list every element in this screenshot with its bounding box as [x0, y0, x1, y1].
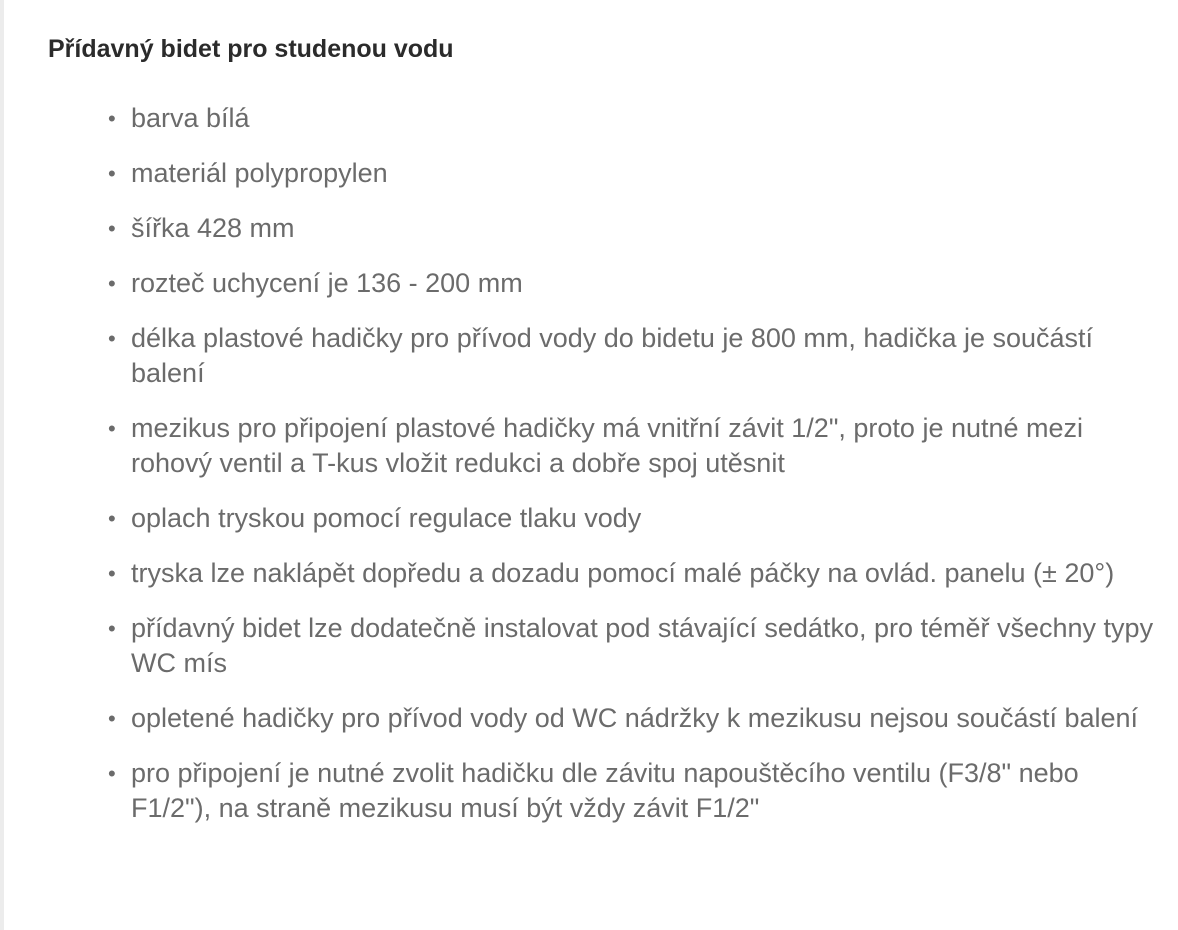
spec-item	[108, 411, 1158, 481]
spec-item	[108, 501, 1158, 536]
bullet-icon: •	[108, 706, 116, 731]
spec-text: přídavný bidet lze dodatečně instalovat pod stávající sedátko, pro téměř všechny typy WC mís	[131, 613, 1154, 678]
spec-text: barva bílá	[131, 103, 250, 133]
spec-list	[108, 101, 1158, 846]
bullet-icon: •	[108, 761, 116, 786]
spec-text: délka plastové hadičky pro přívod vody do bidetu je 800 mm, hadička je součástí balení	[131, 323, 1094, 388]
spec-item	[108, 266, 1158, 301]
section-title: Přídavný bidet pro studenou vodu	[48, 35, 454, 63]
spec-text: pro připojení je nutné zvolit hadičku dle závitu napouštěcího ventilu (F3/8" nebo F1/2"), na straně mezikusu musí být vždy závit F1/2"	[131, 758, 1079, 823]
spec-text: šířka 428 mm	[131, 213, 295, 243]
bullet-icon: •	[108, 216, 116, 241]
bullet-icon: •	[108, 561, 116, 586]
spec-text: mezikus pro připojení plastové hadičky má vnitřní závit 1/2", proto je nutné mezi rohový ventil a T-kus vložit redukci a dobře spoj utěsnit	[131, 413, 1084, 478]
spec-item	[108, 321, 1158, 391]
bullet-icon: •	[108, 416, 116, 441]
bullet-icon: •	[108, 506, 116, 531]
spec-item	[108, 701, 1158, 736]
bullet-icon: •	[108, 271, 116, 296]
bullet-icon: •	[108, 326, 116, 351]
bullet-icon: •	[108, 106, 116, 131]
bullet-icon: •	[108, 616, 116, 641]
spec-item	[108, 556, 1158, 591]
spec-item	[108, 101, 1158, 136]
spec-item	[108, 211, 1158, 246]
spec-text: oplach tryskou pomocí regulace tlaku vody	[131, 503, 642, 533]
spec-item	[108, 156, 1158, 191]
spec-item	[108, 756, 1158, 826]
spec-text: opletené hadičky pro přívod vody od WC nádržky k mezikusu nejsou součástí balení	[131, 703, 1139, 733]
spec-text: rozteč uchycení je 136 - 200 mm	[131, 268, 523, 298]
spec-text: tryska lze naklápět dopředu a dozadu pomocí malé páčky na ovlád. panelu (± 20°)	[131, 558, 1115, 588]
spec-item	[108, 611, 1158, 681]
spec-text: materiál polypropylen	[131, 158, 388, 188]
bullet-icon: •	[108, 161, 116, 186]
